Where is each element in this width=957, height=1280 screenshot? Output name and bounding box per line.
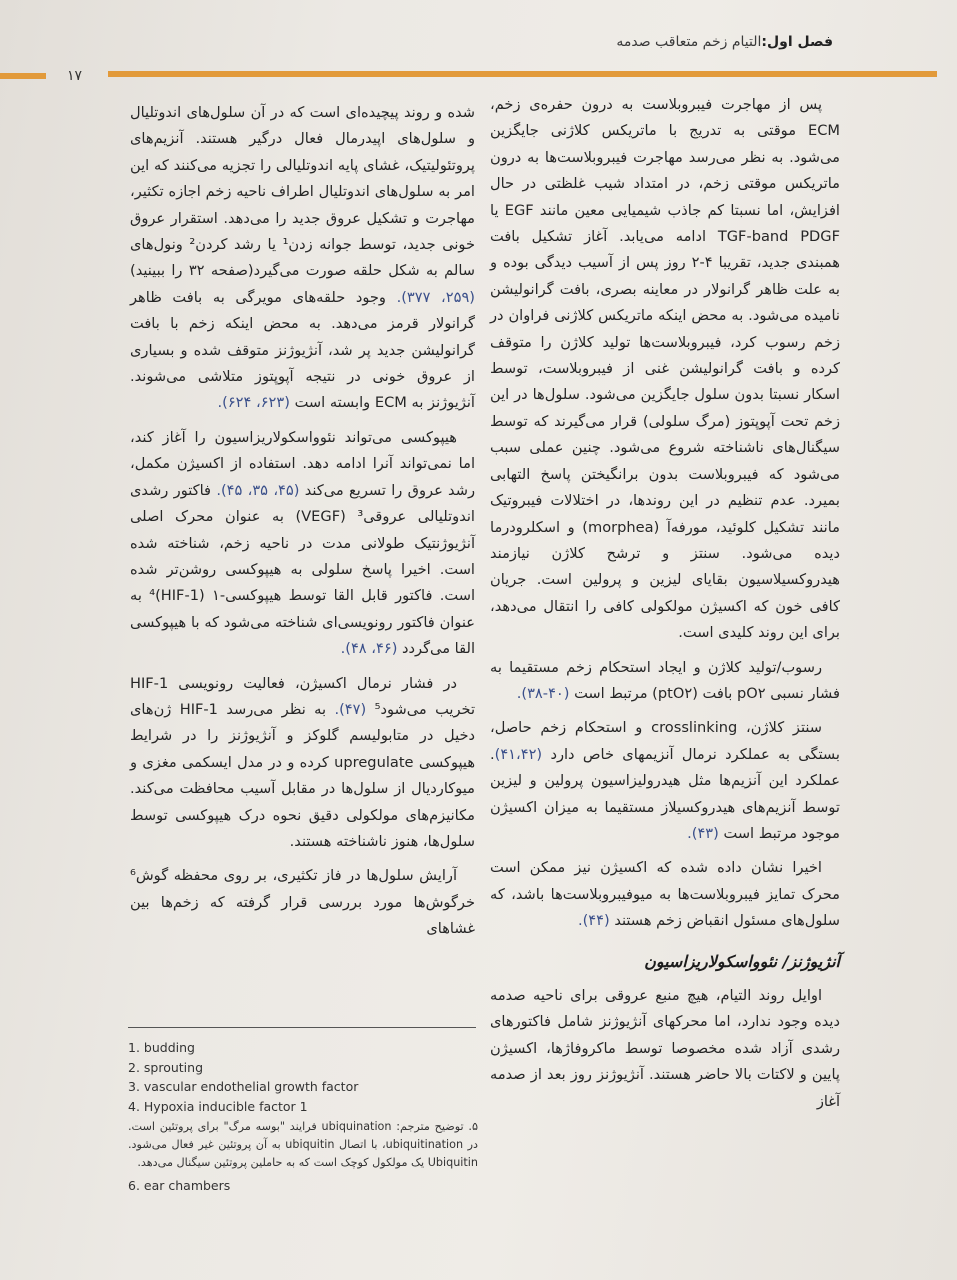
citation: (۶۲۳، ۶۲۴).	[217, 394, 290, 412]
paragraph	[130, 425, 475, 663]
citation: (۴۰-۳۸).	[516, 684, 570, 702]
chapter-header	[616, 34, 833, 50]
citation: (۴۶، ۴۸).	[340, 640, 398, 658]
citation: (۴۱،۴۲)	[494, 745, 543, 763]
citation: (۴۷).	[334, 700, 367, 718]
paragraph-text: در فشار نرمال اکسیژن، فعالیت رونویسی HIF-1 تخریب می‌شود⁵	[130, 674, 476, 718]
header-rule-right	[108, 71, 937, 77]
paragraph: پس از مهاجرت فیبروبلاست به درون حفره‌ی زخم، ECM موقتی به تدریج با ماتریکس کلاژنی جایگزین می‌شود. به نظر می‌رسد مهاجرت فیبروبلاست‌ها به درون ماتریکس موقتی زخم، در امتداد شیب غلظتی در حال افزایش، اما نسبتا کم جاذب شیمیایی معین مانند EGF یا TGF-band PDGF ادامه می‌یابد. آغاز تشکیل بافت همبندی جدید، تقریبا ۴-۲ روز پس از آسیب دیدگی بوده و به علت ظاهر گرانولار در معاینه بصری، بافت گرانولیشن نامیده می‌شود. به محض اینکه ماتریکس کلاژنی فراوان در زخم رسوب کرد، فیبروبلاست‌ها تولید کلاژن را متوقف کرده و بافت گرانولیشن غنی از فیبروبلاست، توسط اسکار نسبتا بدون سلول جایگزین می‌شود. سلول‌ها در این زخم تحت آپوپتوز (مرگ سلولی) قرار می‌گیرند که توسط سیگنال‌های ناشناخته شروع می‌شود. چنین عملی سبب می‌شود که فیبروبلاست بدون برانگیختن پاسخ التهابی بمیرد. عدم تنظیم در این روندها، در اختلالات فیبروتیک مانند تشکیل کلوئید، مورفه‌آ (morphea) و اسکلرودرما دیده می‌شود. سنتز و ترشح کلاژن نیازمند هیدروکسیلاسیون بقایای لیزین و پرولین است. جریان کافی خون که اکسیژن مولکولی کافی را انتقال می‌دهد، برای این روند کلیدی است.	[490, 96, 840, 642]
section-heading: آنژیوژنز/ نئوواسکولاریزاسیون	[644, 951, 840, 971]
paragraph: آرایش سلول‌ها در فاز تکثیری، بر روی محفظه گوش⁶ خرگوش‌ها مورد بررسی قرار گرفته که زخم‌ها بین غشاهای	[130, 867, 475, 938]
paragraph-text: اخیرا نشان داده شده که اکسیژن نیز ممکن است محرک تمایز فیبروبلاست‌ها به میوفیبروبلاست‌ها باشد، که سلول‌های مسئول انقباض زخم هستند	[490, 859, 840, 930]
paragraph	[490, 855, 840, 934]
citation: (۴۵، ۳۵، ۴۵).	[216, 481, 300, 499]
paragraph-text: شده و روند پیچیده‌ای است که در آن سلول‌های اندوتلیال و سلول‌های اپیدرمال فعال درگیر هستند. آنزیم‌های پروتئولیتیک، غشای پایه اندوتلیالی را تجزیه می‌کنند که این امر به سلول‌های اندوتلیال اطراف ناحیه زخم اجازه تکثیر، مهاجرت و تشکیل عروق جدید را می‌دهد. استقرار عروق خونی جدید، توسط جوانه زدن¹ یا رشد کردن² ونول‌های سالم به شکل حلقه صورت می‌گیرد(صفحه ۳۲ را ببینید)	[130, 104, 475, 280]
paragraph-text: سنتز کلاژن، crosslinking و استحکام زخم حاصل، بستگی به عملکرد نرمال آنزیمهای خاص دارد	[490, 719, 840, 763]
footnote-divider	[128, 1027, 476, 1028]
citation: (۲۵۹، ۳۷۷).	[396, 288, 475, 306]
chapter-label: فصل اول:	[761, 34, 833, 50]
footnote-item: 3. vascular endothelial growth factor	[128, 1079, 359, 1094]
paragraph-text: فاکتور رشدی اندوتلیالی عروقی³ (VEGF) به عنوان محرک اصلی آنژیوژنتیک طولانی مدت در ناحیه زخم، شناخته شده است. اخیرا پاسخ سلولی به هیپوکسی روشن‌تر شده است. فاکتور قابل القا توسط هیپوکسی-۱ (HIF-1)⁴ به عنوان فاکتور رونویسی‌ای شناخته می‌شود که با هیپوکسی القا می‌گردد	[130, 481, 476, 658]
paragraph	[490, 715, 840, 847]
paragraph	[130, 671, 475, 856]
page-number: ۱۷	[67, 68, 83, 84]
right-column	[490, 92, 840, 1123]
header-rule-left	[0, 73, 46, 79]
footnote-item: 4. Hypoxia inducible factor 1	[128, 1098, 308, 1114]
paragraph-text: رسوب/تولید کلاژن و ایجاد استحکام زخم مستقیما به فشار نسبی pO۲ بافت (p‌tO۲) مرتبط است	[490, 658, 840, 702]
chapter-title: التیام زخم متعاقب صدمه	[616, 34, 762, 50]
footnote-item: 2. sprouting	[128, 1059, 204, 1075]
footnotes	[128, 1038, 478, 1196]
paragraph-text: . عملکرد این آنزیم‌ها مثل هیدرولیزاسیون پرولین و لیزین توسط آنزیم‌های هیدروکسیلاز مستقیما به میزان اکسیژن موجود مرتبط است	[490, 745, 840, 842]
citation: (۴۴).	[577, 912, 610, 930]
footnote-item: 6. ear chambers	[128, 1178, 231, 1193]
paragraph-text: وجود حلقه‌های مویرگی به بافت ظاهر گرانولار قرمز می‌دهد. به محض اینکه زخم با بافت گرانولیشن جدید پر شد، آنژیوژنز متوقف شده و بسیاری از عروق خونی در نتیجه آپوپتوز متلاشی می‌شوند. آنژیوژنز به ECM وابسته است	[130, 288, 475, 412]
citation: (۴۳).	[687, 824, 719, 842]
left-column	[130, 100, 475, 951]
paragraph	[130, 100, 475, 417]
footnote-translator-note: ۵. توضیح مترجم: ubiquination فرایند "بوسه مرگ" برای پروتئین است. در ubiquitination، با اتصال ubiquitin به آن پروتئین غیر فعال می‌شود. Ubiquitin یک مولکول کوچک است که به حاملین پروتئین سیگنال می‌دهد.	[128, 1120, 479, 1169]
footnote-item: 1. budding	[128, 1040, 195, 1055]
paragraph: اوایل روند التیام، هیچ منبع عروقی برای ناحیه صدمه دیده وجود ندارد، اما محرکهای آنژیوژنز شامل فاکتورهای رشدی آزاد شده مخصوصا توسط ماکروفاژها، اکسیژن پایین و لاکتات بالا حاضر هستند. آنژیوژنز روز بعد از صدمه آغاز	[490, 987, 840, 1110]
paragraph-text: به نظر می‌رسد HIF-1 ژن‌های دخیل در متابولیسم گلوکز و آنژیوژنز را در شرایط هیپوکسی upregulate کرده و در مدل ایسکمی مغزی و میوکاردیال از سلول‌ها در مقابل آسیب محافظت می‌کند. مکانیزم‌های مولکولی دقیق نحوه درک هیپوکسی توسط سلول‌ها، هنوز ناشناخته هستند.	[130, 700, 476, 850]
paragraph	[490, 655, 840, 708]
paragraph-text: هیپوکسی می‌تواند نئوواسکولاریزاسیون را آغاز کند، اما نمی‌تواند آنرا ادامه دهد. استفاده از اکسیژن مکمل، رشد عروق را تسریع می‌کند	[130, 428, 475, 499]
